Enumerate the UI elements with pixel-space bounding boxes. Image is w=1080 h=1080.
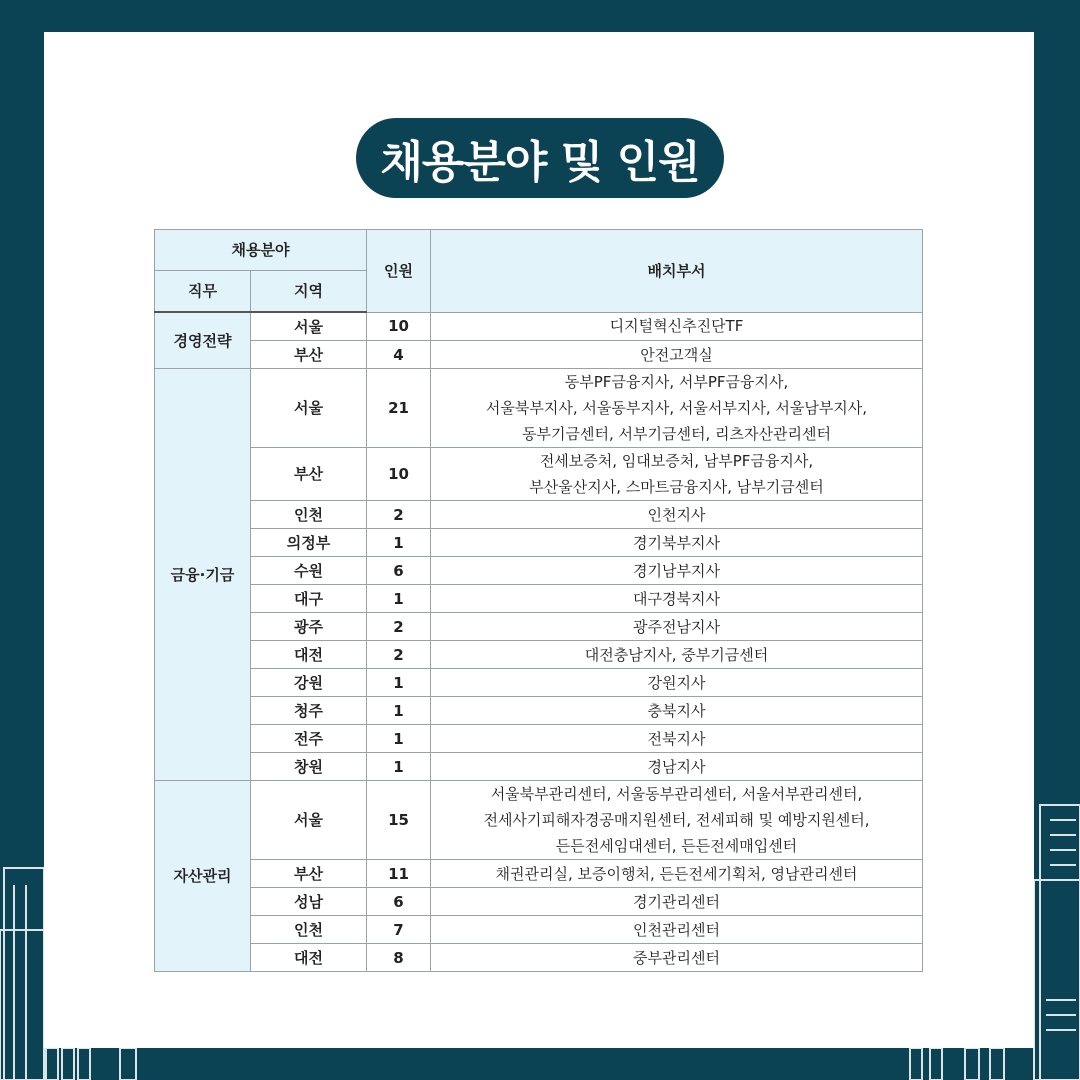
region-cell: 서울 bbox=[251, 781, 367, 860]
table-row bbox=[155, 312, 923, 341]
count-cell: 6 bbox=[367, 888, 431, 916]
dept-line: 서울북부관리센터, 서울동부관리센터, 서울서부관리센터, bbox=[490, 785, 863, 803]
dept-line: 강원지사 bbox=[647, 673, 706, 692]
dept-line: 경기남부지사 bbox=[633, 561, 720, 580]
dept-line: 대전충남지사, 중부기금센터 bbox=[584, 645, 769, 664]
count-cell: 10 bbox=[367, 312, 431, 341]
table-row bbox=[155, 944, 923, 972]
region-cell: 전주 bbox=[251, 725, 367, 753]
count-cell: 6 bbox=[367, 557, 431, 585]
table-row bbox=[155, 529, 923, 557]
dept-cell bbox=[431, 641, 923, 669]
region-cell: 성남 bbox=[251, 888, 367, 916]
region-cell: 의정부 bbox=[251, 529, 367, 557]
page-title: 채용분야 및 인원 bbox=[356, 118, 724, 198]
dept-line: 부산울산지사, 스마트금융지사, 남부기금센터 bbox=[529, 478, 824, 496]
dept-line: 전세보증처, 임대보증처, 남부PF금융지사, bbox=[539, 452, 814, 470]
region-cell: 광주 bbox=[251, 613, 367, 641]
table-row bbox=[155, 860, 923, 888]
region-cell: 서울 bbox=[251, 312, 367, 341]
count-cell: 1 bbox=[367, 585, 431, 613]
count-cell: 21 bbox=[367, 369, 431, 448]
header-dept: 배치부서 bbox=[431, 230, 923, 313]
region-cell: 대전 bbox=[251, 641, 367, 669]
table-row bbox=[155, 557, 923, 585]
region-cell: 부산 bbox=[251, 341, 367, 369]
table-row bbox=[155, 697, 923, 725]
count-cell: 1 bbox=[367, 725, 431, 753]
dept-cell bbox=[431, 753, 923, 781]
header-region: 지역 bbox=[251, 271, 367, 313]
count-cell: 4 bbox=[367, 341, 431, 369]
region-cell: 부산 bbox=[251, 860, 367, 888]
count-cell: 11 bbox=[367, 860, 431, 888]
dept-line: 충북지사 bbox=[647, 701, 706, 720]
count-cell: 1 bbox=[367, 697, 431, 725]
dept-line: 경기관리센터 bbox=[633, 892, 720, 911]
dept-cell bbox=[431, 448, 923, 501]
dept-line: 디지털혁신추진단TF bbox=[609, 317, 744, 336]
table-row bbox=[155, 448, 923, 501]
dept-cell bbox=[431, 312, 923, 341]
region-cell: 대전 bbox=[251, 944, 367, 972]
job-cell: 자산관리 bbox=[155, 781, 251, 972]
header-field: 채용분야 bbox=[155, 230, 367, 271]
dept-line: 인천지사 bbox=[647, 505, 706, 524]
dept-cell bbox=[431, 669, 923, 697]
recruitment-table bbox=[154, 229, 923, 972]
region-cell: 서울 bbox=[251, 369, 367, 448]
header-count: 인원 bbox=[367, 230, 431, 313]
region-cell: 청주 bbox=[251, 697, 367, 725]
dept-line: 동부기금센터, 서부기금센터, 리츠자산관리센터 bbox=[522, 425, 831, 443]
count-cell: 7 bbox=[367, 916, 431, 944]
dept-cell bbox=[431, 860, 923, 888]
table-row bbox=[155, 613, 923, 641]
count-cell: 8 bbox=[367, 944, 431, 972]
region-cell: 부산 bbox=[251, 448, 367, 501]
table-row bbox=[155, 585, 923, 613]
dept-line: 대구경북지사 bbox=[633, 589, 720, 608]
table-row bbox=[155, 781, 923, 860]
count-cell: 2 bbox=[367, 501, 431, 529]
region-cell: 수원 bbox=[251, 557, 367, 585]
table-row bbox=[155, 888, 923, 916]
region-cell: 대구 bbox=[251, 585, 367, 613]
dept-line: 인천관리센터 bbox=[633, 920, 720, 939]
count-cell: 2 bbox=[367, 641, 431, 669]
table-row bbox=[155, 641, 923, 669]
table-row bbox=[155, 501, 923, 529]
dept-cell bbox=[431, 341, 923, 369]
table-header-row bbox=[155, 230, 923, 271]
table-row bbox=[155, 369, 923, 448]
dept-cell bbox=[431, 529, 923, 557]
count-cell: 1 bbox=[367, 753, 431, 781]
table-row bbox=[155, 341, 923, 369]
header-job: 직무 bbox=[155, 271, 251, 313]
region-cell: 인천 bbox=[251, 916, 367, 944]
dept-cell bbox=[431, 501, 923, 529]
count-cell: 1 bbox=[367, 669, 431, 697]
dept-line: 서울북부지사, 서울동부지사, 서울서부지사, 서울남부지사, bbox=[485, 399, 868, 417]
dept-line: 안전고객실 bbox=[640, 345, 713, 364]
dept-cell bbox=[431, 557, 923, 585]
dept-line: 경남지사 bbox=[647, 757, 706, 776]
table-row bbox=[155, 916, 923, 944]
dept-cell bbox=[431, 725, 923, 753]
count-cell: 1 bbox=[367, 529, 431, 557]
dept-line: 광주전남지사 bbox=[633, 617, 720, 636]
dept-cell bbox=[431, 781, 923, 860]
dept-line: 든든전세임대센터, 든든전세매입센터 bbox=[555, 837, 798, 855]
dept-cell bbox=[431, 585, 923, 613]
job-cell: 경영전략 bbox=[155, 312, 251, 369]
dept-line: 중부관리센터 bbox=[633, 948, 720, 967]
count-cell: 10 bbox=[367, 448, 431, 501]
job-cell: 금융·기금 bbox=[155, 369, 251, 781]
region-cell: 인천 bbox=[251, 501, 367, 529]
dept-line: 경기북부지사 bbox=[633, 533, 720, 552]
dept-cell bbox=[431, 613, 923, 641]
region-cell: 강원 bbox=[251, 669, 367, 697]
table-row bbox=[155, 669, 923, 697]
count-cell: 2 bbox=[367, 613, 431, 641]
dept-cell bbox=[431, 944, 923, 972]
dept-cell bbox=[431, 369, 923, 448]
table-row bbox=[155, 753, 923, 781]
region-cell: 창원 bbox=[251, 753, 367, 781]
dept-cell bbox=[431, 916, 923, 944]
dept-line: 채권관리실, 보증이행처, 든든전세기획처, 영남관리센터 bbox=[495, 864, 858, 883]
count-cell: 15 bbox=[367, 781, 431, 860]
table-row bbox=[155, 725, 923, 753]
dept-cell bbox=[431, 888, 923, 916]
dept-line: 전세사기피해자경공매지원센터, 전세피해 및 예방지원센터, bbox=[483, 811, 870, 829]
dept-line: 동부PF금융지사, 서부PF금융지사, bbox=[564, 373, 789, 391]
dept-cell bbox=[431, 697, 923, 725]
dept-line: 전북지사 bbox=[647, 729, 706, 748]
